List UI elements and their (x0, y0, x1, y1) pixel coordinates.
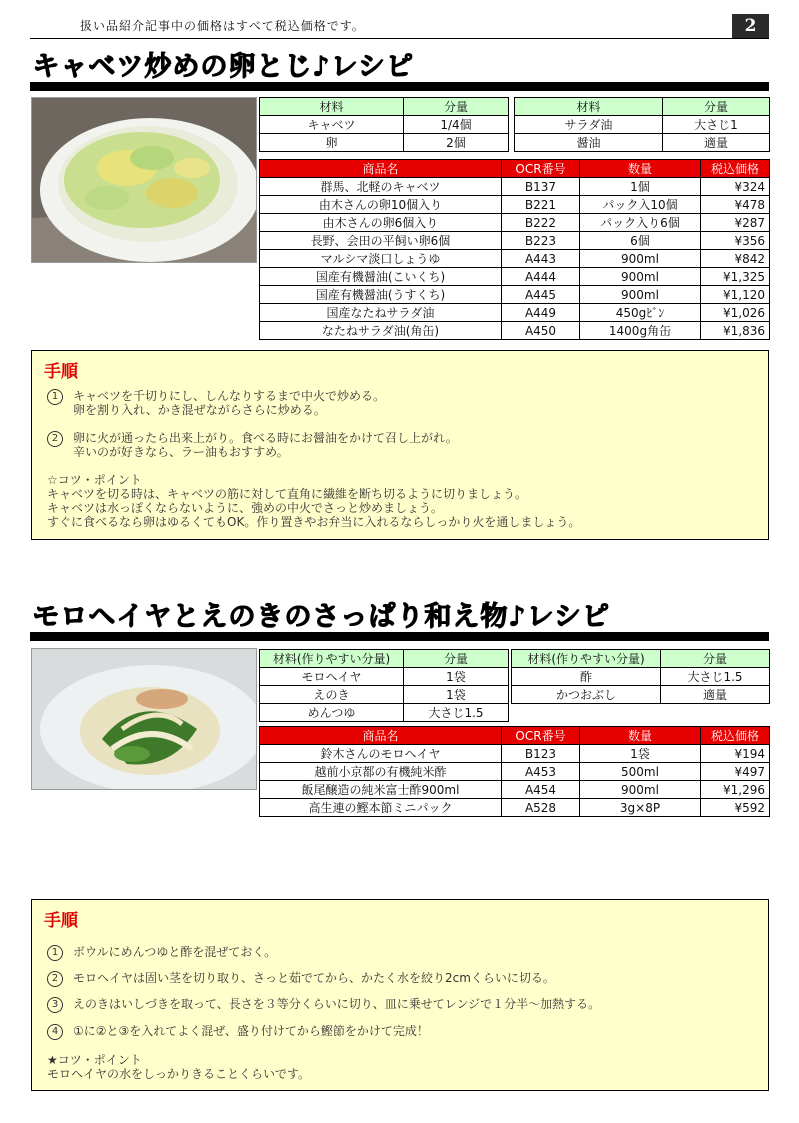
table-row (260, 232, 770, 250)
product-name: 国産有機醤油(うすくち) (260, 286, 502, 304)
ingredient-amount: 適量 (663, 134, 770, 152)
tips-heading: ☆コツ・ポイント (47, 473, 142, 487)
step-4 (47, 1024, 429, 1040)
quantity: 500ml (580, 763, 701, 781)
quantity: 900ml (580, 268, 701, 286)
ocr-number: A449 (502, 304, 580, 322)
step-text (73, 389, 385, 417)
amount-header: 分量 (663, 98, 770, 116)
step-line: 卵を割り入れ、かき混ぜながらさらに炒める。 (73, 403, 326, 417)
step-2 (47, 431, 458, 459)
quantity: 6個 (580, 232, 701, 250)
ingredient-name: モロヘイヤ (260, 668, 404, 686)
ocr-number: B223 (502, 232, 580, 250)
product-name: 長野、会田の平飼い卵6個 (260, 232, 502, 250)
table-row (260, 304, 770, 322)
recipe1-products (259, 159, 770, 340)
tip-line: キャベツを切る時は、キャベツの筋に対して直角に繊維を断ち切るように切りましょう。 (47, 487, 528, 501)
ingredient-amount: 大さじ1 (663, 116, 770, 134)
ingredient-name: 卵 (260, 134, 404, 152)
recipe1-ingredients-left (259, 97, 509, 152)
step-line: ボウルにめんつゆと酢を混ぜておく。 (73, 945, 277, 959)
quantity: 450gﾋﾞﾝ (580, 304, 701, 322)
quantity: 1400g角缶 (580, 322, 701, 340)
recipe2-products (259, 726, 770, 817)
step-1 (47, 945, 276, 961)
step-line: ①に②と③を入れてよく混ぜ、盛り付けてから鰹節をかけて完成！ (73, 1024, 429, 1038)
product-name: 越前小京都の有機純米酢 (260, 763, 502, 781)
table-row (260, 214, 770, 232)
ingredient-header: 材料 (260, 98, 404, 116)
step-line: キャベツを千切りにし、しんなりするまで中火で炒める。 (73, 389, 386, 403)
ingredient-header: 材料(作りやすい分量) (512, 650, 661, 668)
step-text (73, 431, 458, 459)
price: ¥287 (701, 214, 770, 232)
product-name-header: 商品名 (260, 727, 502, 745)
amount-header: 分量 (661, 650, 770, 668)
product-name: 飯尾醸造の純米富士酢900ml (260, 781, 502, 799)
step-line: 卵に火が通ったら出来上がり。食べる時にお醤油をかけて召し上がれ。 (73, 431, 458, 445)
ingredient-amount: 1/4個 (404, 116, 509, 134)
recipe2-steps-box (31, 899, 769, 1091)
step-line: モロヘイヤは固い茎を切り取り、さっと茹でてから、かたく水を絞り2cmくらいに切る。 (73, 971, 555, 985)
ocr-number: B221 (502, 196, 580, 214)
ingredient-amount: 適量 (661, 686, 770, 704)
price: ¥1,120 (701, 286, 770, 304)
quantity: パック入り6個 (580, 214, 701, 232)
product-name: 高生連の鰹本節ミニパック (260, 799, 502, 817)
quantity: 3g×8P (580, 799, 701, 817)
quantity-header: 数量 (580, 727, 701, 745)
ocr-number: A454 (502, 781, 580, 799)
ocr-number: A528 (502, 799, 580, 817)
ingredient-name: サラダ油 (515, 116, 663, 134)
page-number: 2 (732, 14, 769, 38)
step-number: 3 (47, 997, 63, 1013)
step-number: 1 (47, 945, 63, 961)
price: ¥842 (701, 250, 770, 268)
quantity-header: 数量 (580, 160, 701, 178)
price-notice: 扱い品紹介記事中の価格はすべて税込価格です。 (80, 19, 365, 33)
product-name: 鈴木さんのモロヘイヤ (260, 745, 502, 763)
table-row (260, 250, 770, 268)
price: ¥194 (701, 745, 770, 763)
quantity: 1個 (580, 178, 701, 196)
ocr-number-header: OCR番号 (502, 160, 580, 178)
ingredient-name: かつおぶし (512, 686, 661, 704)
table-row (260, 196, 770, 214)
moroheiya-enoki-salad-photo (31, 648, 257, 790)
price: ¥497 (701, 763, 770, 781)
ingredient-name: キャベツ (260, 116, 404, 134)
quantity: 900ml (580, 781, 701, 799)
recipe2-ingredients-left (259, 649, 509, 722)
recipe1-title: キャベツ炒めの卵とじ♪レシピ (32, 51, 414, 82)
price: ¥324 (701, 178, 770, 196)
ocr-number: B222 (502, 214, 580, 232)
ingredient-name: えのき (260, 686, 404, 704)
cabbage-egg-stirfry-photo (31, 97, 257, 263)
ocr-number-header: OCR番号 (502, 727, 580, 745)
step-line: えのきはいしづきを取って、長さを３等分くらいに切り、皿に乗せてレンジで１分半～加熱する。 (73, 997, 601, 1011)
recipe1-title-bar (30, 82, 769, 91)
step-number: 2 (47, 431, 63, 447)
step-number: 1 (47, 389, 63, 405)
step-3 (47, 997, 600, 1013)
step-2 (47, 971, 555, 987)
recipe2-ingredients-right (511, 649, 770, 704)
ocr-number: A445 (502, 286, 580, 304)
ocr-number: A443 (502, 250, 580, 268)
product-name: なたねサラダ油(角缶) (260, 322, 502, 340)
tips (47, 1053, 310, 1081)
step-1 (47, 389, 385, 417)
quantity: パック入10個 (580, 196, 701, 214)
price: ¥592 (701, 799, 770, 817)
tips-heading: ★コツ・ポイント (47, 1053, 142, 1067)
quantity: 900ml (580, 286, 701, 304)
price: ¥478 (701, 196, 770, 214)
ocr-number: B137 (502, 178, 580, 196)
price-header: 税込価格 (701, 727, 770, 745)
recipe1-ingredients-right (514, 97, 770, 152)
step-line: 辛いのが好きなら、ラー油もおすすめ。 (73, 445, 289, 459)
price: ¥356 (701, 232, 770, 250)
product-name: 国産有機醤油(こいくち) (260, 268, 502, 286)
amount-header: 分量 (404, 98, 509, 116)
table-row (260, 799, 770, 817)
price-header: 税込価格 (701, 160, 770, 178)
table-row (260, 286, 770, 304)
table-row (260, 745, 770, 763)
tip-line: キャベツは水っぽくならないように、強めの中火でさっと炒めましょう。 (47, 501, 444, 515)
ocr-number: A444 (502, 268, 580, 286)
header-rule (30, 38, 769, 39)
ocr-number: A450 (502, 322, 580, 340)
table-row (260, 763, 770, 781)
step-number: 4 (47, 1024, 63, 1040)
ingredient-amount: 2個 (404, 134, 509, 152)
steps-heading: 手順 (44, 362, 78, 382)
ocr-number: A453 (502, 763, 580, 781)
ingredient-name: 醤油 (515, 134, 663, 152)
quantity: 1袋 (580, 745, 701, 763)
tip-line: すぐに食べるなら卵はゆるくてもOK。作り置きやお弁当に入れるならしっかり火を通しましょう。 (47, 515, 581, 529)
recipe2-title-bar (30, 632, 769, 641)
price: ¥1,026 (701, 304, 770, 322)
tips (47, 473, 580, 529)
price: ¥1,325 (701, 268, 770, 286)
ingredient-header: 材料 (515, 98, 663, 116)
ingredient-name: 酢 (512, 668, 661, 686)
quantity: 900ml (580, 250, 701, 268)
product-name: 由木さんの卵6個入り (260, 214, 502, 232)
tip-line: モロヘイヤの水をしっかりきることくらいです。 (47, 1067, 311, 1081)
step-number: 2 (47, 971, 63, 987)
ocr-number: B123 (502, 745, 580, 763)
ingredient-name: めんつゆ (260, 704, 404, 722)
ingredient-amount: 大さじ1.5 (404, 704, 509, 722)
recipe2-title: モロヘイヤとえのきのさっぱり和え物♪レシピ (32, 601, 610, 632)
table-row (260, 178, 770, 196)
table-row (260, 268, 770, 286)
ingredient-amount: 1袋 (404, 686, 509, 704)
product-name-header: 商品名 (260, 160, 502, 178)
recipe1-steps-box (31, 350, 769, 540)
price: ¥1,836 (701, 322, 770, 340)
product-name: 国産なたねサラダ油 (260, 304, 502, 322)
price: ¥1,296 (701, 781, 770, 799)
product-name: 群馬、北軽のキャベツ (260, 178, 502, 196)
table-row (260, 322, 770, 340)
ingredient-amount: 1袋 (404, 668, 509, 686)
ingredient-header: 材料(作りやすい分量) (260, 650, 404, 668)
ingredient-amount: 大さじ1.5 (661, 668, 770, 686)
table-row (260, 781, 770, 799)
product-name: マルシマ淡口しょうゆ (260, 250, 502, 268)
steps-heading: 手順 (44, 911, 78, 931)
amount-header: 分量 (404, 650, 509, 668)
product-name: 由木さんの卵10個入り (260, 196, 502, 214)
